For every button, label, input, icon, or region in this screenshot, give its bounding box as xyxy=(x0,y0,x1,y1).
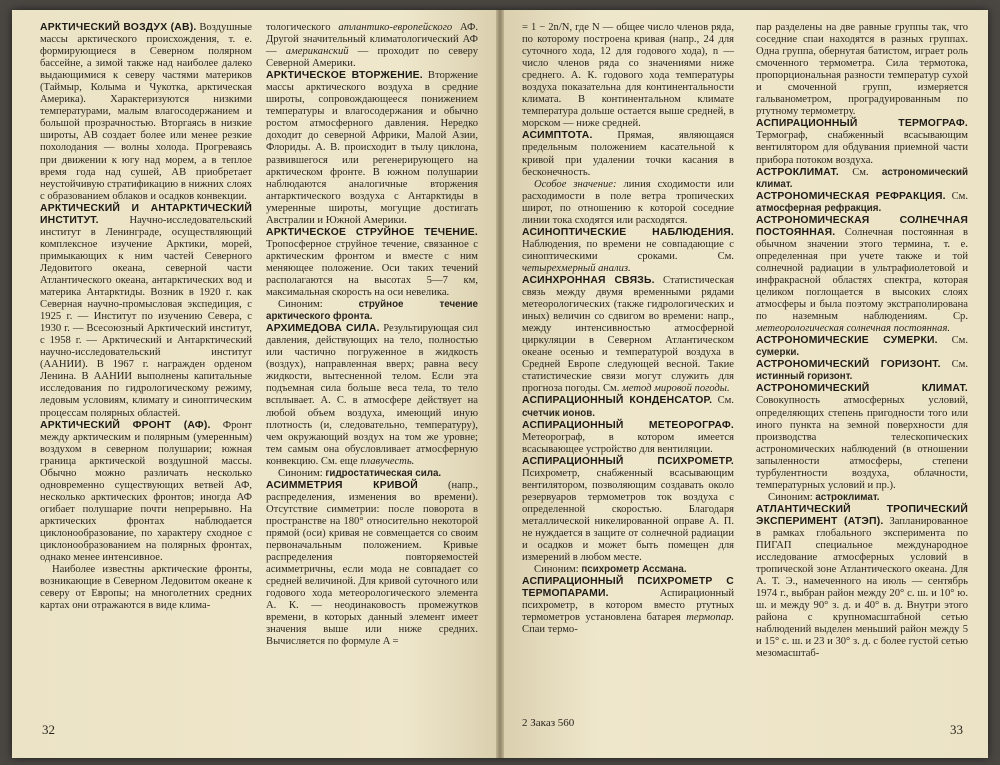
entry-text: Результирующая сил давления, действующих на тело, полностью или частично погруженное в жидкость (воздух), направленная вверх; равна весу жидкости, вытесненной телом. Если эта подъемная сила больше веса тела, то тело всплывает. А. С. в атмосфере действует на любой объем воздуха, имеющий иную плотность (и, следовательно, температуру), чем окружающий воздух на том же уровне; тем самым она обусловливает атмосферную конвекцию. См. еще xyxy=(266,323,478,467)
cross-reference: счетчик ионов. xyxy=(522,407,595,419)
text: тологического xyxy=(266,22,339,33)
headword: АСТРОКЛИМАТ. xyxy=(756,166,839,178)
entry-arctic-air xyxy=(40,22,252,203)
headword: АСИММЕТРИЯ КРИВОЙ xyxy=(266,479,418,491)
left-column-1 xyxy=(40,22,252,612)
entry-astronomical-horizon xyxy=(756,359,968,383)
entry-text: См. xyxy=(712,395,734,407)
synonym-line xyxy=(522,564,734,576)
left-column-2 xyxy=(266,22,478,648)
italic-term: американский xyxy=(285,46,349,58)
headword: АСТРОНОМИЧЕСКАЯ РЕФРАКЦИЯ. xyxy=(756,190,946,202)
italic-term: Особое значение: xyxy=(534,178,617,190)
entry-astroclimate xyxy=(756,167,968,191)
entry-aspiration-condenser xyxy=(522,395,734,419)
entry-arctic-jet xyxy=(266,227,478,299)
entry-text: См. xyxy=(940,359,968,371)
page-number: 32 xyxy=(42,722,55,737)
text: пар разделены на две равные группы так, что соседние спаи находятся в разных группах. Одна группа, обернутая батистом, играет роль смоченного термометра. Сила термотока, пропорциональная разности температур сухой и смоченной групп, измеряется гальванометром, проградуированным по ртутному термометру. xyxy=(756,22,968,118)
headword: АСПИРАЦИОННЫЙ ТЕРМОГРАФ. xyxy=(756,118,968,130)
headword: АТЛАНТИЧЕСКИЙ ТРОПИЧЕСКИЙ ЭКСПЕРИМЕНТ (АТЭП). xyxy=(756,503,968,527)
entry-asymptote xyxy=(522,130,734,178)
synonym-term: астроклимат. xyxy=(815,491,880,503)
entry-asynchronous xyxy=(522,275,734,395)
entry-text: См. xyxy=(945,190,968,202)
headword: АСПИРАЦИОННЫЙ КОНДЕНСАТОР. xyxy=(522,395,713,407)
entry-aspiration-meteorograph xyxy=(522,420,734,456)
entry-solar-constant xyxy=(756,215,968,335)
headword: АСТРОНОМИЧЕСКАЯ СОЛНЕЧНАЯ ПОСТОЯННАЯ. xyxy=(756,214,968,238)
text: = 1 − 2n/N, где N — общее число членов ряда, по которому построена кривая (напр., 24 для суточного хода, 12 для годового хода), n — число членов ряда со значениями ниже среднего. А. К. годового хода температуры воздуха показательна для континентальности климата. В континентальном климате температура дольше остается выше средней, в морском — ниже средней. xyxy=(522,22,734,130)
entry-text: Вторжение массы арктического воздуха в средние широты, сопровождающееся понижением температуры и влагосодержания и обычно ростом атмосферного давления. Нередко доходит до северной Африки, Малой Азии, Флориды. А. В. происходит в тылу циклона, развившегося или регенерирующего на арктическом фронте. В южном полушарии наблюдаются аналогичные вторжения антарктического воздуха с Антарктиды в умеренные широты, могущие достигать Австралии и Южной Америки. xyxy=(266,70,478,226)
paragraph-continuation xyxy=(756,22,968,118)
entry-aspiration-psychrometer xyxy=(522,456,734,564)
entry-text: См. xyxy=(838,166,882,178)
entry-text: Статистическая связь между двумя временными рядами метеорологических (также гидрологических и иных) величин со сдвигом во времени: напр., между интенсивностью атмосферной циркуляции в Северном Атлантическом океане осенью и температурой воздуха в Средней Европе следующей весной. Такие статистические связи могут служить для прогноза погоды. См. xyxy=(522,274,735,395)
text: Синоним: xyxy=(278,467,326,479)
entry-astronomical-twilight xyxy=(756,335,968,359)
cross-reference: атмосферная рефракция. xyxy=(756,202,882,214)
entry-text: Солнечная постоянная в обычном значении этого термина, т. е. определенная при учете также и той солнечной радиации в ультрафиолетовой и инфракрасной областях спектра, которая целиком поглощается в высоких слоях атмосферы и была поэтому экстраполирована по наземным наблюдениям. Ср. xyxy=(756,226,968,323)
entry-aspiration-thermograph xyxy=(756,118,968,166)
printer-signature: 2 Заказ 560 xyxy=(522,717,575,729)
synonym-line xyxy=(266,299,478,323)
headword: АСТРОНОМИЧЕСКИЙ КЛИМАТ. xyxy=(756,383,968,395)
entry-text: Совокупность атмосферных условий, определяющих степень пригодности того или иного пункта на земной поверхности для производства телескопических астрономических наблюдений (в отношении запыленности атмосферы, степени турбулентности воздуха, облачности, температурных условий и пр.). xyxy=(756,395,968,491)
right-column-2 xyxy=(756,22,968,660)
synonym-term: гидростатическая сила. xyxy=(325,467,442,479)
page-number: 33 xyxy=(950,722,963,737)
italic-term: метод мировой погоды. xyxy=(622,383,730,395)
text: АФ. Другой значительный климатологический АФ — xyxy=(266,22,478,58)
entry-text: Фронт между арктическим и полярным (умеренным) воздухом в северном полушарии; южная граница арктической воздушной массы. Обычно можно различать несколько одновременно существующих ветвей АФ, несколько арктических фронтов; иногда АФ огибает полушарие почти непрерывно. На арктических фронтах наблюдается циклонообразование, по характеру сходное с циклонообразованием на полярных фронтах, однако менее интенсивное. xyxy=(40,419,252,564)
entry-text: Термограф, снабженный всасывающим вентилятором для обдувания приемной части прибора потоком воздуха. xyxy=(756,130,968,166)
entry-astronomical-refraction xyxy=(756,191,968,215)
book-gutter xyxy=(496,10,504,758)
entry-text: Метеорограф, в котором имеется всасывающее устройство для вентиляции. xyxy=(522,431,734,455)
entry-text: Аспирационный психрометр, в котором вместо ртутных термометров установлена батарея xyxy=(522,588,734,624)
entry-text: Воздушные массы арктического происхождения, т. е. формирующиеся в Северном полярном бассейне, а зимой также над наиболее далеко выдающимися к северу частями материков (Таймыр, Колыма и Чукотка, арктическая Америка). Характеризуются низкими температурами, малым влагосодержанием и большой прозрачностью. Вторгаясь в низкие широты, АВ создает более или менее резкие похолодания — волны холода. Прогреваясь при движении к югу над морем, а в теплое время года над сушей, АВ приобретает неустойчивую стратификацию в нижних слоях с образованием облаков и осадков конвекции. xyxy=(40,22,253,202)
paragraph xyxy=(40,564,252,612)
entry-arctic-invasion xyxy=(266,70,478,227)
headword: АСИНХРОННАЯ СВЯЗЬ. xyxy=(522,274,655,286)
entry-asymmetry xyxy=(266,480,478,649)
headword: АСТРОНОМИЧЕСКИЙ ГОРИЗОНТ. xyxy=(756,359,941,371)
synonym-term: струйное течение арктического фронта. xyxy=(266,299,478,323)
entry-text: (напр., распределения, изменения во времени). Отсутствие симметрии: после поворота в пространстве на 180° относительно некоторой прямой (оси) кривая не совмещается со своим первоначальным положением. Кривые распределения повторяемостей асимметричны, если мода не совпадает со средней величиной. Для кривой суточного или годового хода метеорологического элемента А. К. — неодинаковость промежутков времени, в которых данный элемент имеет значения выше или ниже средних. Вычисляется по формуле A = xyxy=(266,479,479,648)
entry-text: Психрометр, снабженный всасывающим вентилятором, позволяющим создавать около резервуаров термометров ток воздуха с определенной скоростью. Благодаря металлической никелированной оправе А. П. не нуждается в защите от солнечной радиации и осадков и может быть помещен для измерений в любом месте. xyxy=(522,467,734,564)
text: Синоним: xyxy=(278,299,359,311)
italic-term: плавучесть. xyxy=(360,455,415,467)
headword: АРКТИЧЕСКИЙ ФРОНТ (АФ). xyxy=(40,419,211,431)
italic-term: атлантико-европейского xyxy=(338,22,453,33)
entry-arctic-front xyxy=(40,420,252,565)
headword: АСИМПТОТА. xyxy=(522,130,593,142)
text: линия сходимости или расходимости в поле ветра тропических широт, по отношению к которой соседние линии тока сходятся или расходятся. xyxy=(522,178,734,226)
cross-reference: истинный горизонт. xyxy=(756,371,853,383)
entry-aari xyxy=(40,203,252,420)
entry-astronomical-climate xyxy=(756,383,968,491)
headword: АСПИРАЦИОННЫЙ ПСИХРОМЕТР С ТЕРМОПАРАМИ. xyxy=(522,576,734,600)
text: Синоним: xyxy=(534,564,582,576)
left-page xyxy=(12,10,500,758)
entry-gate xyxy=(756,504,968,661)
cross-reference: астрономический климат. xyxy=(756,166,968,190)
entry-text: Наблюдения, по времени не совпадающие с синоптическими сроками. См. xyxy=(522,238,734,262)
headword: АРКТИЧЕСКИЙ И АНТАРКТИЧЕСКИЙ ИНСТИТУТ. xyxy=(40,202,252,226)
entry-text: Спаи термо- xyxy=(522,624,578,636)
italic-term: метеорологическая солнечная постоянная. xyxy=(756,323,951,335)
entry-psychrometer-thermocouples xyxy=(522,576,734,636)
headword: АСИНОПТИЧЕСКИЕ НАБЛЮДЕНИЯ. xyxy=(522,226,734,238)
synonym-term: психрометр Ассмана. xyxy=(581,564,687,576)
headword: АРХИМЕДОВА СИЛА. xyxy=(266,323,380,335)
paragraph-continuation xyxy=(266,22,478,70)
entry-text: Прямая, являющаяся предельным положением касательной к кривой при удалении точки касания в бесконечность. xyxy=(522,130,734,178)
text: — проходит по северу Северной Америки. xyxy=(266,46,478,70)
right-column-1 xyxy=(522,22,734,636)
italic-term: термопар. xyxy=(686,612,734,624)
synonym-line xyxy=(266,468,478,480)
entry-text: Наиболее известны арктические фронты, возникающие в Северном Ледовитом океане к северу от Европы; на многолетних средних картах они отражаются в виде клима- xyxy=(40,564,252,612)
headword: АСПИРАЦИОННЫЙ ПСИХРОМЕТР. xyxy=(522,455,734,467)
headword: АРКТИЧЕСКОЕ ВТОРЖЕНИЕ. xyxy=(266,70,423,82)
right-page xyxy=(500,10,988,758)
headword: АРКТИЧЕСКИЙ ВОЗДУХ (АВ). xyxy=(40,22,197,33)
entry-text: Научно-исследовательский институт в Ленинграде, осуществляющий комплексное изучение Арктики, морей, примыкающих к ним частей Северного Ледовитого океана, северной части Атлантического океана, антарктических вод и материка Антарктиды. Возник в 1920 г. как Северная научно-промысловая экспедиция, с 1925 г. — Институт по изучению Севера, с 1930 г. — Всесоюзный Арктический институт, с 1958 г. — Арктический и Антарктический научно-исследовательский институт (ААНИИ). В 1967 г. награжден орденом Ленина. В ААНИИ выполнены капитальные исследования по гидрологическому режиму, ледовым условиям, климату и синоптическим процессам полярных областей. xyxy=(40,214,252,419)
text: Синоним: xyxy=(768,491,816,503)
book-spread xyxy=(12,10,988,758)
entry-asynoptic xyxy=(522,227,734,275)
synonym-line xyxy=(756,492,968,504)
entry-text: См. xyxy=(937,335,968,347)
italic-term: четырехмерный анализ. xyxy=(522,262,631,274)
cross-reference: сумерки. xyxy=(756,347,800,359)
headword: АСПИРАЦИОННЫЙ МЕТЕОРОГРАФ. xyxy=(522,419,734,431)
headword: АРКТИЧЕСКОЕ СТРУЙНОЕ ТЕЧЕНИЕ. xyxy=(266,226,478,238)
entry-text: Запланированное в рамках глобального эксперимента по ПИГАП специальное международное исследование атмосферных условий в тропической зоне Атлантического океана. Для А. Т. Э., намеченного на июль — сентябрь 1974 г., выбран район между 20° с. ш. и 10° ю. ш. и между 90° з. д. и 40° в. д. Внутри этого района с крупномасштабной сетью наблюдений выделен меньший район между 5 и 15° с. ш. и 23 и 30° з. д. с более густой сетью мезомасштаб- xyxy=(756,515,968,660)
entry-text: Тропосферное струйное течение, связанное с арктическим фронтом и вместе с ним меняющее положение. Оси таких течений располагаются на высотах 5—7 км, максимальная скорость на оси невелика. xyxy=(266,238,478,299)
headword: АСТРОНОМИЧЕСКИЕ СУМЕРКИ. xyxy=(756,335,938,347)
paragraph-continuation xyxy=(522,22,734,130)
entry-archimedes xyxy=(266,323,478,468)
paragraph xyxy=(522,179,734,227)
